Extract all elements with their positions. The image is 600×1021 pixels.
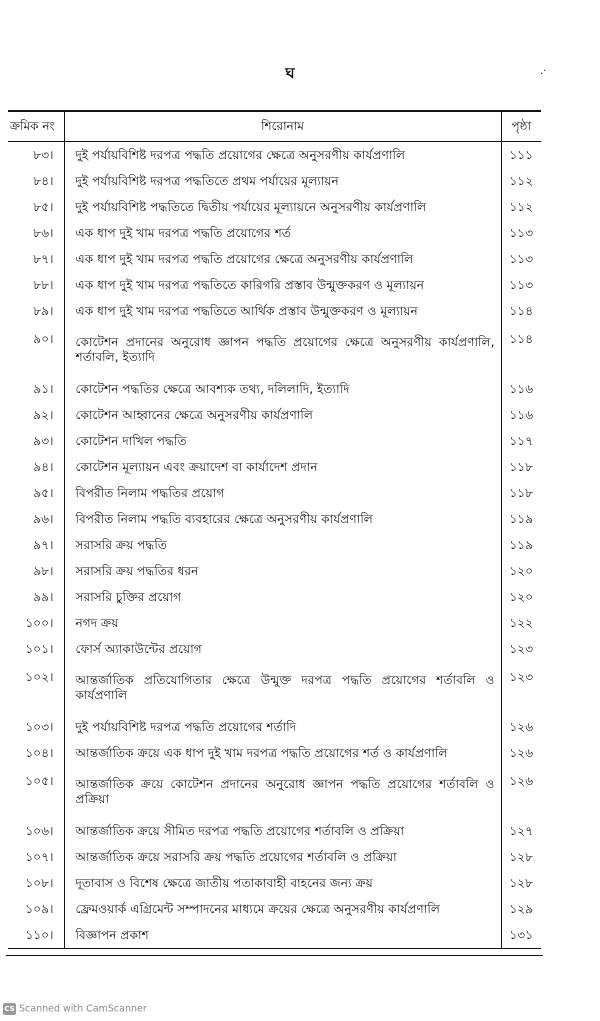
table-row [8,714,541,740]
row-title: দুই পর্যায়বিশিষ্ট দরপত্র পদ্ধতিতে প্রথম পর্যায়ের মূল্যায়ন [64,168,501,194]
row-page: ১৩১ [501,922,541,949]
row-page: ১২৮ [509,849,534,864]
row-page: ১২৬ [509,774,534,788]
table-row [8,844,541,870]
table-row [8,402,541,428]
row-page: ১২৩ [509,670,534,684]
scanner-text: Scanned with CamScanner [19,1003,147,1015]
row-serial: ১০০। [8,610,64,636]
table-row [8,584,541,610]
row-title: কোটেশন দাখিল পদ্ধতি [64,428,501,454]
table-row [8,506,541,532]
row-page: ১২৬ [509,719,534,734]
row-serial: ৮৯। [8,298,64,324]
row-serial: ৮৪। [8,168,64,194]
row-serial: ৮৮। [8,272,64,298]
table-row [8,480,541,506]
table-row [8,818,541,844]
toc-table [8,110,541,949]
row-title: ফোর্স অ্যাকাউন্টের প্রয়োগ [64,636,501,662]
row-page: ১২২ [509,615,534,630]
row-serial: ১০২। [8,662,64,714]
row-page: ১২০ [509,589,534,604]
row-title: আন্তর্জাতিক প্রতিযোগিতার ক্ষেত্রে উন্মুক্ত দরপত্র পদ্ধতি প্রয়োগের শর্তাবলি ও কার্যপ্রণালি [64,662,501,714]
row-page: ১১৩ [509,277,534,292]
row-serial: ৮৫। [8,194,64,220]
row-page: ১২৭ [509,823,534,838]
row-page: ১১৩ [509,251,534,266]
row-title: দুই পর্যায়বিশিষ্ট পদ্ধতিতে দ্বিতীয় পর্যায়ের মূল্যায়নে অনুসরণীয় কার্যপ্রণালি [64,194,501,220]
table-row [8,636,541,662]
table-row [8,428,541,454]
table-row [8,610,541,636]
row-title: দুই পর্যায়বিশিষ্ট দরপত্র পদ্ধতি প্রয়োগের ক্ষেত্রে অনুসরণীয় কার্যপ্রণালি [64,142,501,169]
row-serial: ১০১। [8,636,64,662]
row-title: সরাসরি ক্রয় পদ্ধতির ধরন [64,558,501,584]
row-serial: ৯২। [8,402,64,428]
row-title: আন্তর্জাতিক ক্রয়ে সরাসরি ক্রয় পদ্ধতি প্রয়োগের শর্তাবলি ও প্রক্রিয়া [64,844,501,870]
row-page: ১২৮ [509,875,534,890]
row-serial: ১০৯। [8,896,64,922]
table-row [8,168,541,194]
row-title: দুই পর্যায়বিশিষ্ট দরপত্র পদ্ধতি প্রয়োগের শর্তাদি [64,714,501,740]
row-serial: ৯৪। [8,454,64,480]
row-serial: ৮৭। [8,246,64,272]
row-page: ১২৬ [509,745,534,760]
row-serial: ১০৪। [8,740,64,766]
row-serial: ৯৭। [8,532,64,558]
row-title: ফ্রেমওয়ার্ক এগ্রিমেন্ট সম্পাদনের মাধ্যমে ক্রয়ের ক্ষেত্রে অনুসরণীয় কার্যপ্রণালি [64,896,501,922]
row-serial: ৯১। [8,376,64,402]
row-title: আন্তর্জাতিক ক্রয়ে এক ধাপ দুই খাম দরপত্র পদ্ধতি প্রয়োগের শর্ত ও কার্যপ্রণালি [64,740,501,766]
table-row [8,376,541,402]
table-row [8,272,541,298]
toc-body [8,142,541,949]
row-title: বিজ্ঞাপন প্রকাশ [64,922,501,949]
row-serial: ১০৩। [8,714,64,740]
row-title: কোটেশন পদ্ধতির ক্ষেত্রে আবশ্যক তথ্য, দলিলাদি, ইত্যাদি [64,376,501,402]
row-serial: ৯০। [8,324,64,376]
row-title: নগদ ক্রয় [64,610,501,636]
table-row [8,870,541,896]
row-page: ১২০ [509,563,534,578]
scanner-watermark [3,1003,147,1015]
scan-mark: .· [540,66,547,77]
row-page: ১১৪ [509,332,534,346]
camscanner-logo-icon: CS [4,1005,15,1013]
row-serial: ১০৬। [8,818,64,844]
row-title: বিপরীত নিলাম পদ্ধতি ব্যবহারের ক্ষেত্রে অনুসরণীয় কার্যপ্রণালি [64,506,501,532]
table-row [8,194,541,220]
row-title: আন্তর্জাতিক ক্রয়ে সীমিত দরপত্র পদ্ধতি প্রয়োগের শর্তাবলি ও প্রক্রিয়া [64,818,501,844]
table-row [8,896,541,922]
row-page: ১১৯ [509,511,534,526]
row-serial: ১১০। [8,922,64,949]
row-serial: ১০৮। [8,870,64,896]
table-row [8,662,541,714]
row-title: আন্তর্জাতিক ক্রয়ে কোটেশন প্রদানের অনুরোধ জ্ঞাপন পদ্ধতি প্রয়োগের শর্তাবলি ও প্রক্রিয়া [64,766,501,818]
row-page: ১১২ [509,173,534,188]
row-serial: ১০৫। [8,766,64,818]
row-title: এক ধাপ দুই খাম দরপত্র পদ্ধতিতে আর্থিক প্রস্তাব উন্মুক্তকরণ ও মূল্যায়ন [64,298,501,324]
row-page: ১১৭ [509,433,534,448]
table-row [8,324,541,376]
table-row [8,454,541,480]
row-title: দূতাবাস ও বিশেষ ক্ষেত্রে জাতীয় পতাকাবাহী বাহনের জন্য ক্রয় [64,870,501,896]
row-serial: ১০৭। [8,844,64,870]
table-row [8,766,541,818]
row-page: ১১৪ [509,303,534,318]
row-page: ১১৮ [509,459,534,474]
row-title: সরাসরি ক্রয় পদ্ধতি [64,532,501,558]
table-row [8,246,541,272]
row-page: ১২৩ [509,641,534,656]
row-title: কোটেশন আহ্বানের ক্ষেত্রে অনুসরণীয় কার্যপ্রণালি [64,402,501,428]
header-page: পৃষ্ঠা [501,111,541,142]
table-row [8,740,541,766]
header-serial: ক্রমিক নং [8,111,64,142]
row-page: ১১২ [509,199,534,214]
row-page: ১১৯ [509,537,534,552]
row-serial: ৯৮। [8,558,64,584]
table-row [8,142,541,169]
row-serial: ৯৩। [8,428,64,454]
table-row [8,922,541,949]
table-row [8,532,541,558]
toc-header-row [8,111,541,142]
row-title: কোটেশন প্রদানের অনুরোধ জ্ঞাপন পদ্ধতি প্রয়োগের ক্ষেত্রে অনুসরণীয় কার্যপ্রণালি, শর্তাবলি, ইত্যাদি [64,324,501,376]
row-page: ১২৯ [509,901,534,916]
row-title: এক ধাপ দুই খাম দরপত্র পদ্ধতি প্রয়োগের শর্ত [64,220,501,246]
bottom-rule [6,955,543,956]
header-title: শিরোনাম [64,111,501,142]
row-serial: ৯৯। [8,584,64,610]
row-serial: ৮৩। [8,142,64,169]
table-row [8,558,541,584]
row-page: ১১৬ [509,381,534,396]
row-title: এক ধাপ দুই খাম দরপত্র পদ্ধতিতে কারিগরি প্রস্তাব উন্মুক্তকরণ ও মূল্যায়ন [64,272,501,298]
row-serial: ৯৬। [8,506,64,532]
row-title: সরাসরি চুক্তির প্রয়োগ [64,584,501,610]
row-serial: ৮৬। [8,220,64,246]
row-page: ১১৩ [509,225,534,240]
row-page: ১১৮ [509,485,534,500]
row-page: ১১৬ [509,407,534,422]
row-page: ১১১ [509,147,534,162]
table-row [8,220,541,246]
row-title: এক ধাপ দুই খাম দরপত্র পদ্ধতি প্রয়োগের ক্ষেত্রে অনুসরণীয় কার্যপ্রণালি [64,246,501,272]
row-title: বিপরীত নিলাম পদ্ধতির প্রয়োগ [64,480,501,506]
row-serial: ৯৫। [8,480,64,506]
page-letter: ঘ [285,64,295,82]
table-row [8,298,541,324]
row-title: কোটেশন মূল্যায়ন এবং ক্রয়াদেশ বা কার্যাদেশ প্রদান [64,454,501,480]
